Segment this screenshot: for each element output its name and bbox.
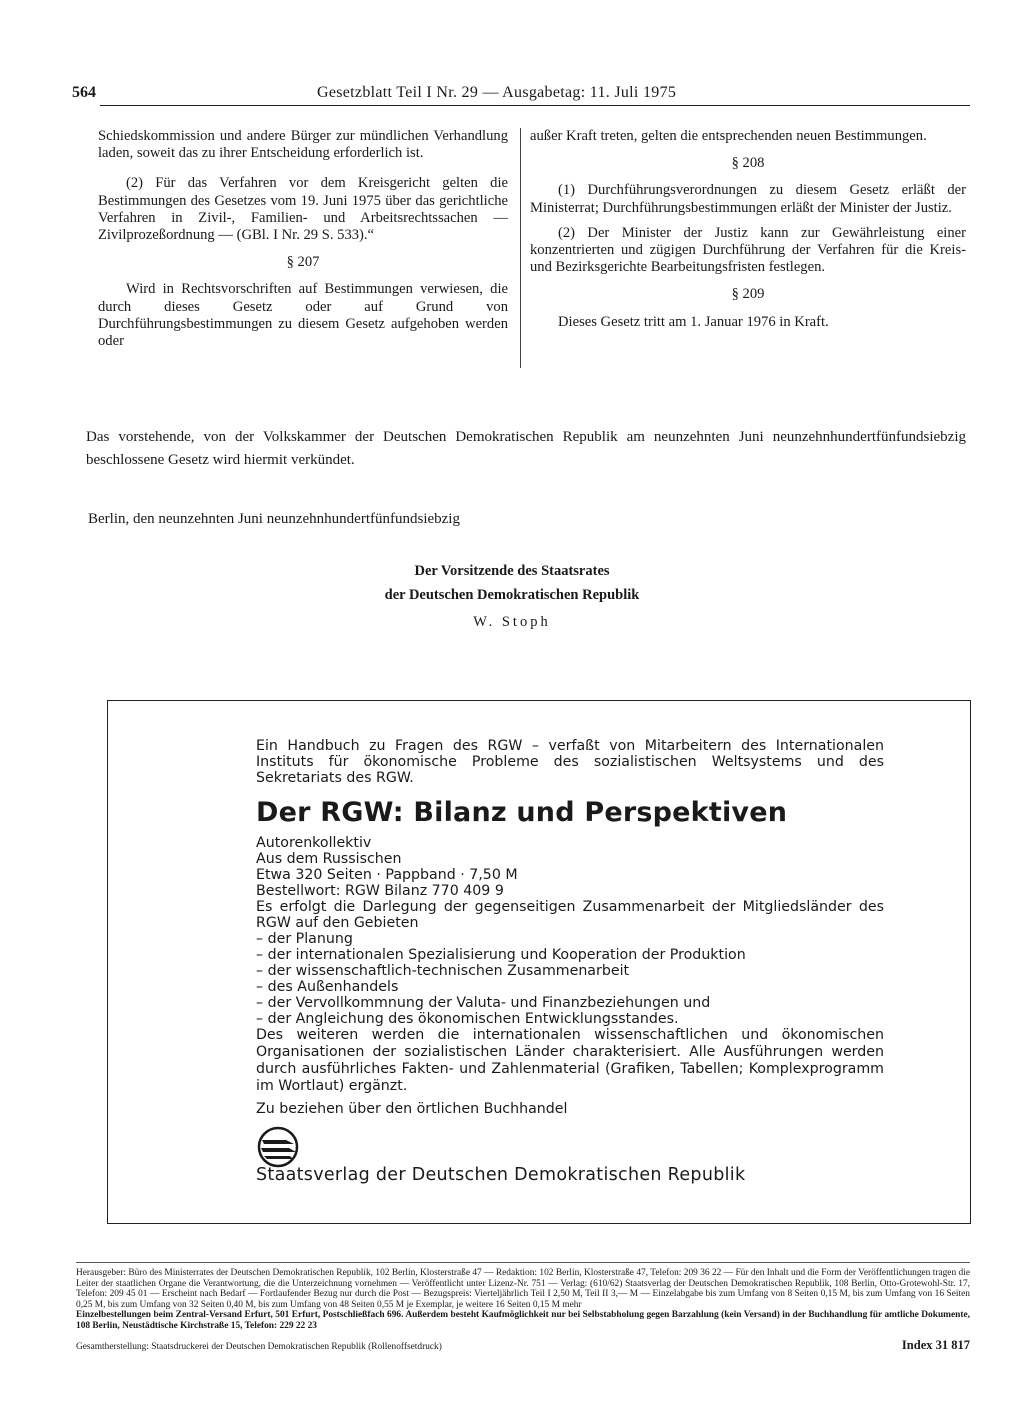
ad-topic-list [256,931,936,1027]
right-para-1: außer Kraft treten, gelten die entsprechenden neuen Bestimmungen. [530,128,927,144]
section-208-heading: § 208 [731,155,765,172]
ad-topic: – der Vervollkommnung der Valuta- und Finanzbeziehungen und [256,995,936,1011]
right-para-4: Dieses Gesetz tritt am 1. Januar 1976 in Kraft. [558,313,829,330]
imprint-footer [76,1338,970,1353]
page-number: 564 [72,84,96,101]
ad-topic: – der Planung [256,931,936,947]
gazette-title: Gesetzblatt Teil I Nr. 29 — Ausgabetag: 11. Juli 1975 [317,84,677,101]
signature-title-1: Der Vorsitzende des Staatsrates [414,563,610,579]
ad-detail: Autorenkollektiv [256,835,372,851]
header-rule [100,105,970,106]
ad-intro: Ein Handbuch zu Fragen des RGW – verfaßt von Mitarbeitern des Internationalen Instituts für ökonomische Probleme des sozialistischen Weltsystems und des Sekretariats des RGW. [256,738,884,786]
ad-availability: Zu beziehen über den örtlichen Buchhandel [256,1101,568,1117]
ad-detail: Etwa 320 Seiten · Pappband · 7,50 M [256,867,518,883]
publisher-logo-icon [256,1125,300,1169]
place-date: Berlin, den neunzehnten Juni neunzehnhundertfünfundsiebzig [88,511,460,527]
imprint-publisher-text: Herausgeber: Büro des Ministerrates der Deutschen Demokratischen Republik, 102 Berlin, Klosterstraße 47 — Redaktion: 102 Berlin, Klosterstraße 47, Telefon: 209 36 22 — Für den Inhalt und die Form der Veröffentlichungen tragen die Leiter der staatlichen Organe die Verantwortung, die die Unterzeichnung vornehmen — Veröffentlicht unter Lizenz-Nr. 751 — Verlag: (610/62) Staatsverlag der Deutschen Demokratischen Republik, 108 Berlin, Otto-Grotewohl-Str. 17, Telefon: 209 45 01 — Erscheint nach Bedarf — Fortlaufender Bezug nur durch die Post — Bezugspreis: Vierteljährlich Teil I 2,50 M, Teil II 3,— M — Einzelabgabe bis zum Umfang von 8 Seiten 0,15 M, bis zum Umfang von 16 Seiten 0,25 M, bis zum Umfang von 32 Seiten 0,40 M, bis zum Umfang von 48 Seiten 0,55 M je Exemplar, je weitere 16 Seiten 0,15 M mehr [76,1268,970,1310]
ad-topic: – des Außenhandels [256,979,936,995]
ad-topic: – der wissenschaftlich-technischen Zusammenarbeit [256,963,936,979]
column-divider [520,128,521,368]
index-number: Index 31 817 [901,1338,970,1352]
ad-details [256,835,936,1117]
ad-closing: Des weiteren werden die internationalen wissenschaftlichen und ökonomischen Organisationen der sozialistischen Länder charakterisiert. Alle Ausführungen werden durch ausführliches Fakten- und Zahlenmaterial (Grafiken, Tabellen; Komplexprogramm im Wortlaut) ergänzt. [256,1027,884,1094]
imprint-order-text: Einzelbestellungen beim Zentral-Versand Erfurt, 501 Erfurt, Postschließfach 696. Außerdem besteht Kaufmöglichkeit nur bei Selbstabholung gegen Barzahlung (kein Versand) in der Buchhandlung für amtliche Dokumente, 108 Berlin, Neustädtische Kirchstraße 15, Telefon: 229 22 23 [76,1310,970,1331]
left-para-3: Wird in Rechtsvorschriften auf Bestimmungen verwiesen, die durch dieses Gesetz oder auf Grund von Durchführungsbestimmungen zu diesem Gesetz aufgehoben werden oder [98,281,508,350]
ad-book-title: Der RGW: Bilanz und Perspektiven [256,797,788,828]
left-para-1: Schiedskommission und andere Bürger zur mündlichen Verhandlung laden, soweit das zu ihrer Entscheidung erforderlich ist. [98,128,508,162]
left-para-2: (2) Für das Verfahren vor dem Kreisgericht gelten die Bestimmungen des Gesetzes vom 19. Juni 1975 über das gerichtliche Verfahren in Zivil-, Familien- und Arbeitsrechtssachen — Zivilprozeßordnung — (GBl. I Nr. 29 S. 533).“ [98,175,508,244]
imprint-printer: Gesamtherstellung: Staatsdruckerei der Deutschen Demokratischen Republik (Rollenoffsetdruck) [76,1342,442,1352]
ad-lead: Es erfolgt die Darlegung der gegenseitigen Zusammenarbeit der Mitgliedsländer des RGW auf den Gebieten [256,899,884,931]
advertisement-box [107,700,971,1224]
ad-topic: – der internationalen Spezialisierung und Kooperation der Produktion [256,947,936,963]
right-para-2: (1) Durchführungsverordnungen zu diesem Gesetz erläßt der Ministerrat; Durchführungsbestimmungen erläßt der Minister der Justiz. [530,182,966,216]
page-header [72,84,968,106]
publisher-name: Staatsverlag der Deutschen Demokratischen Republik [256,1165,746,1185]
left-column [98,128,508,350]
right-para-3: (2) Der Minister der Justiz kann zur Gewährleistung einer konzentrierten und zügigen Durchführung der Verfahren für die Kreis- und Bezirksgerichte Bearbeitungsfristen festlegen. [530,224,966,276]
right-column [530,128,966,331]
ad-topic: – der Angleichung des ökonomischen Entwicklungsstandes. [256,1011,936,1027]
section-209-heading: § 209 [731,286,765,303]
signature-title-2: der Deutschen Demokratischen Republik [384,587,640,603]
ad-detail: Bestellwort: RGW Bilanz 770 409 9 [256,883,504,899]
imprint [76,1268,970,1332]
proclamation: Das vorstehende, von der Volkskammer der Deutschen Demokratischen Republik am neunzehnten Juni neunzehnhundertfünfundsiebzig beschlossene Gesetz wird hiermit verkündet. [86,429,966,468]
imprint-rule [76,1262,970,1263]
section-207-heading: § 207 [286,254,320,271]
ad-detail: Aus dem Russischen [256,851,402,867]
signatory-name: W. Stoph [473,614,551,630]
